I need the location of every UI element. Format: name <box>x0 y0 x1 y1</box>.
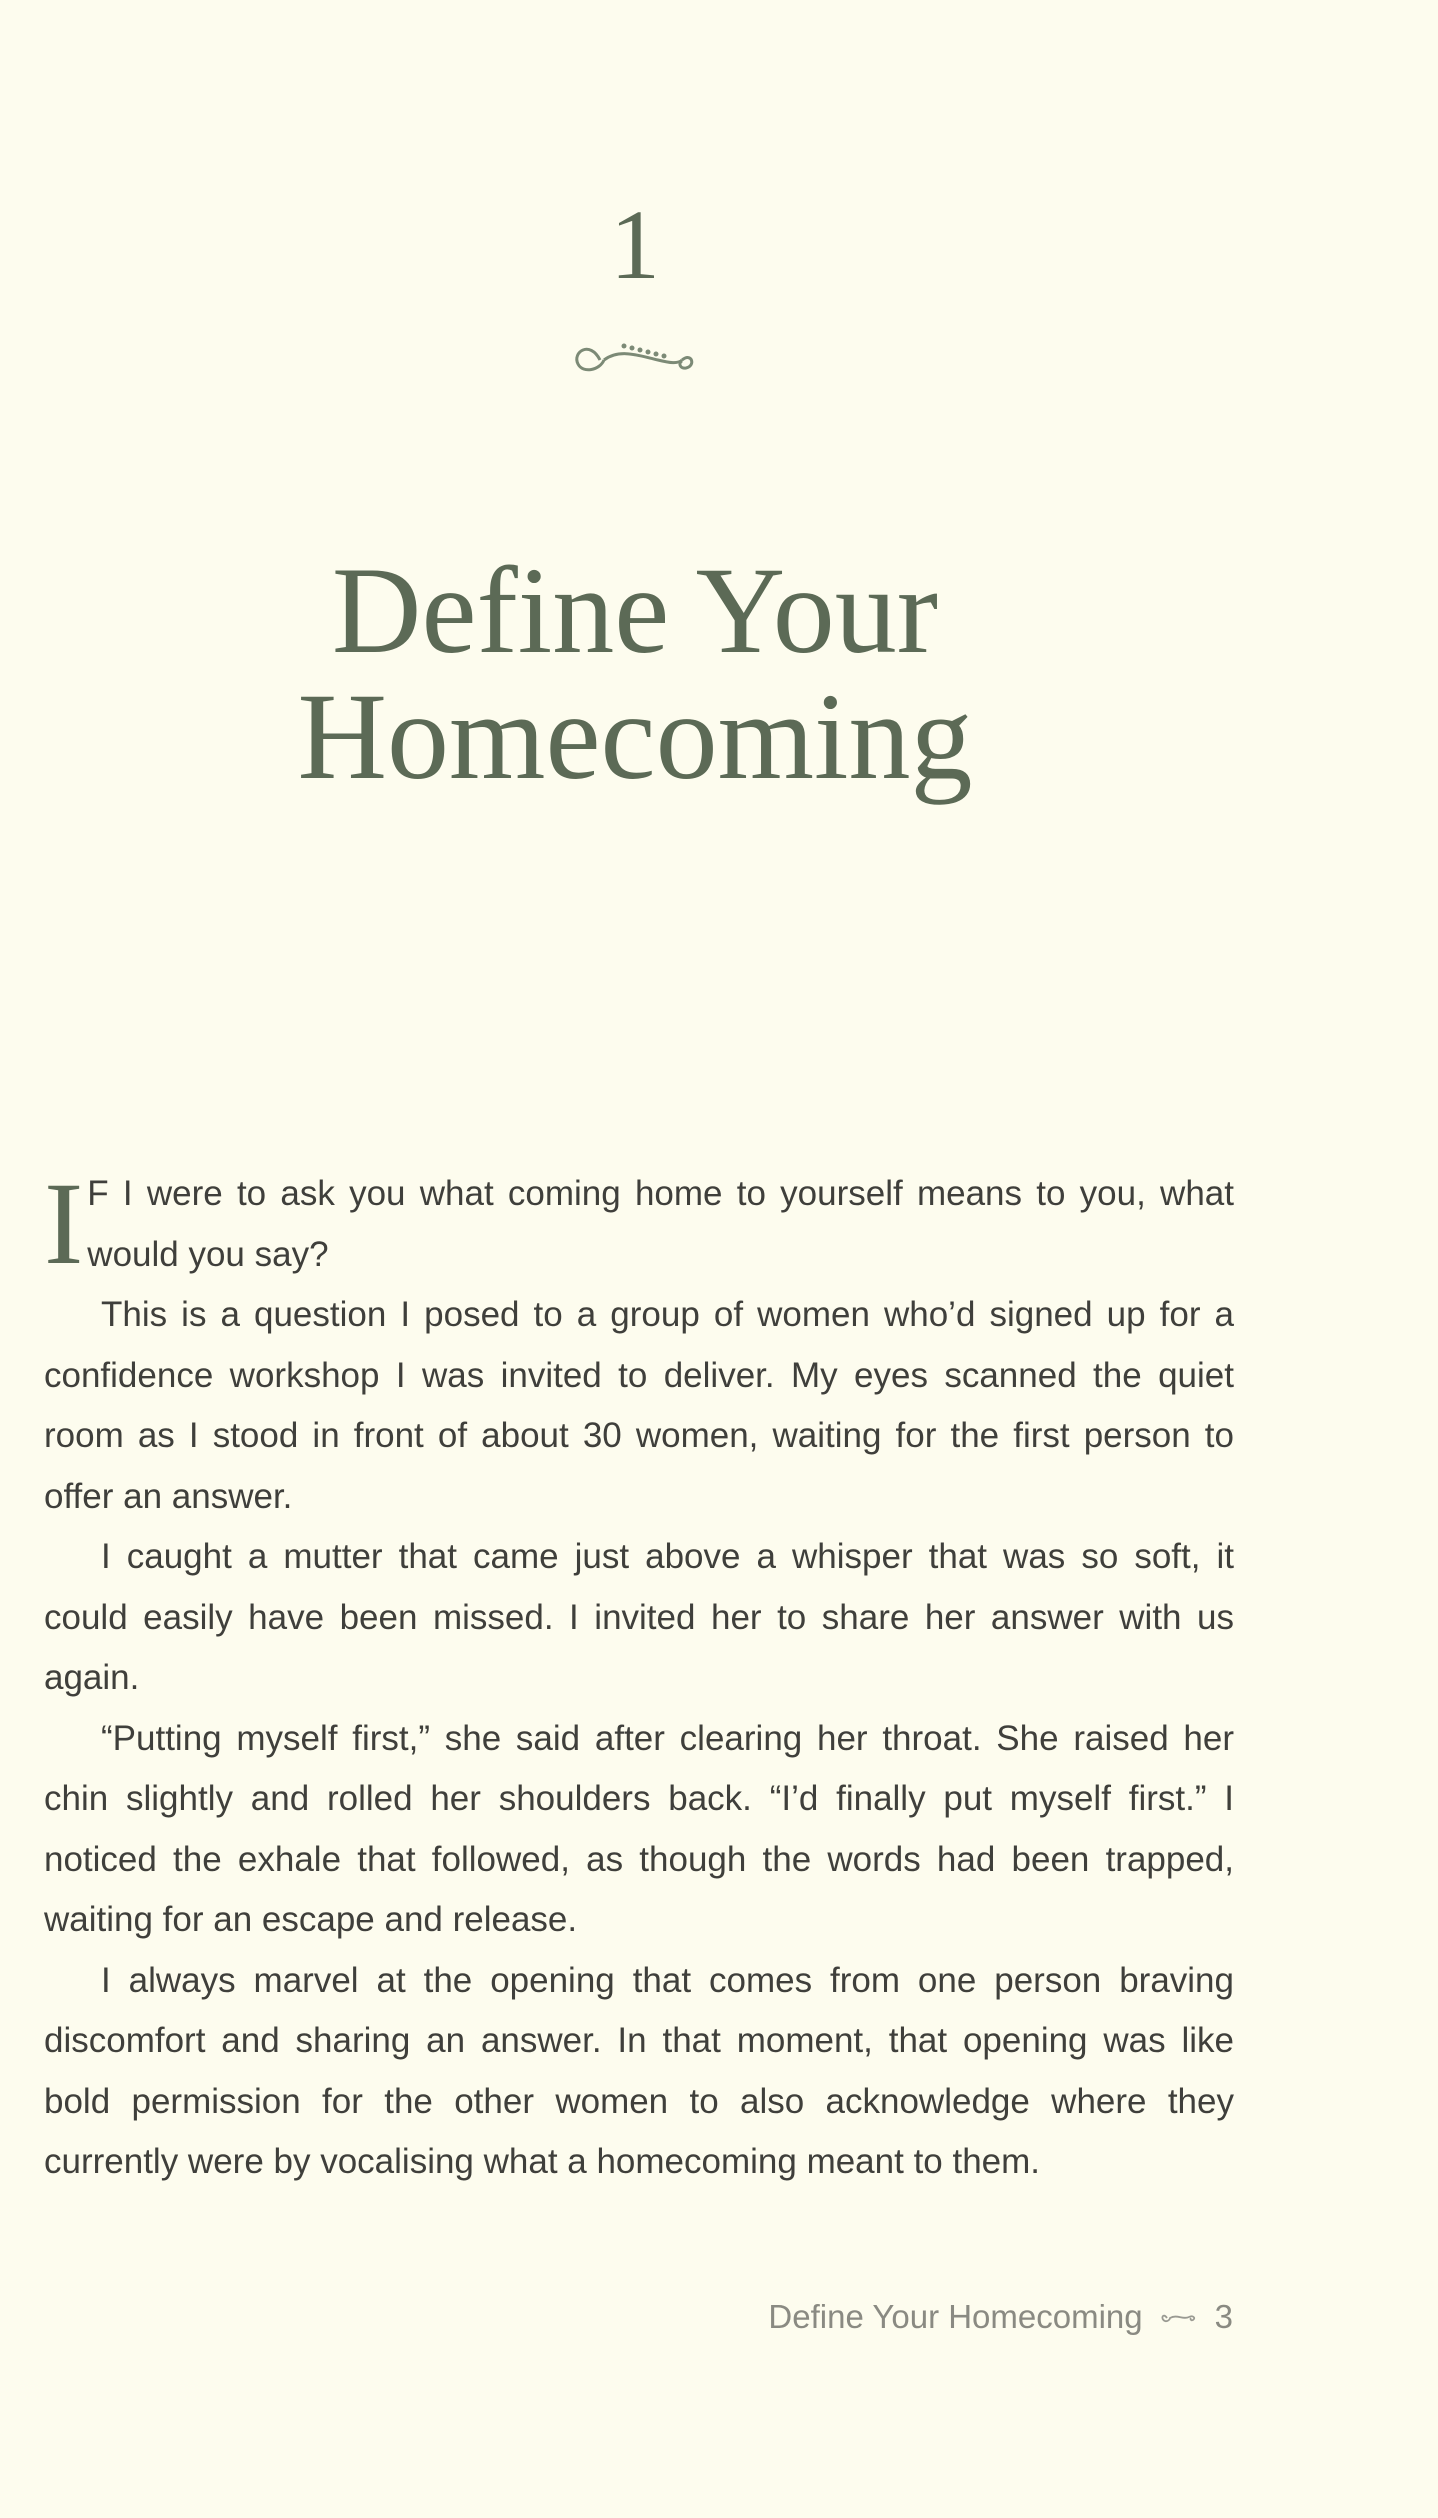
small-flourish-icon <box>1161 2309 1197 2325</box>
chapter-number: 1 <box>610 189 660 300</box>
chapter-title-line-1: Define Your <box>331 542 939 679</box>
paragraph-4: “Putting myself first,” she said after clearing her throat. She raised her chin slightly and rolled her shoulders back. “I’d finally put myself first.” I noticed the exhale that followed, as though the words had been trapped, waiting for an escape and release. <box>44 1718 1234 1939</box>
chapter-title-line-2: Homecoming <box>297 668 973 805</box>
body-text <box>44 1158 1234 2193</box>
flourish-ornament-icon <box>570 330 700 380</box>
page-number: 3 <box>1214 2298 1233 2335</box>
paragraph-3: I caught a mutter that came just above a whisper that was so soft, it could easily have been missed. I invited her to share her answer with us again. <box>44 1537 1234 1697</box>
running-title: Define Your Homecoming <box>768 2298 1143 2335</box>
paragraph-5: I always marvel at the opening that comes from one person braving discomfort and sharing an answer. In that moment, that opening was like bold permission for the other women to also acknowledge where they currently were by vocalising what a homecoming meant to them. <box>44 1960 1234 2181</box>
chapter-title <box>0 542 1270 805</box>
page-footer <box>768 2298 1233 2336</box>
paragraph-1 <box>44 1158 1234 1289</box>
paragraph-2: This is a question I posed to a group of women who’d signed up for a confidence workshop I was invited to deliver. My eyes scanned the quiet room as I stood in front of about 30 women, waiting for the first person to offer an answer. <box>44 1295 1234 1516</box>
drop-cap: I <box>44 1158 84 1289</box>
paragraph-1-text: F I were to ask you what coming home to yourself means to you, what would you say? <box>87 1174 1234 1274</box>
